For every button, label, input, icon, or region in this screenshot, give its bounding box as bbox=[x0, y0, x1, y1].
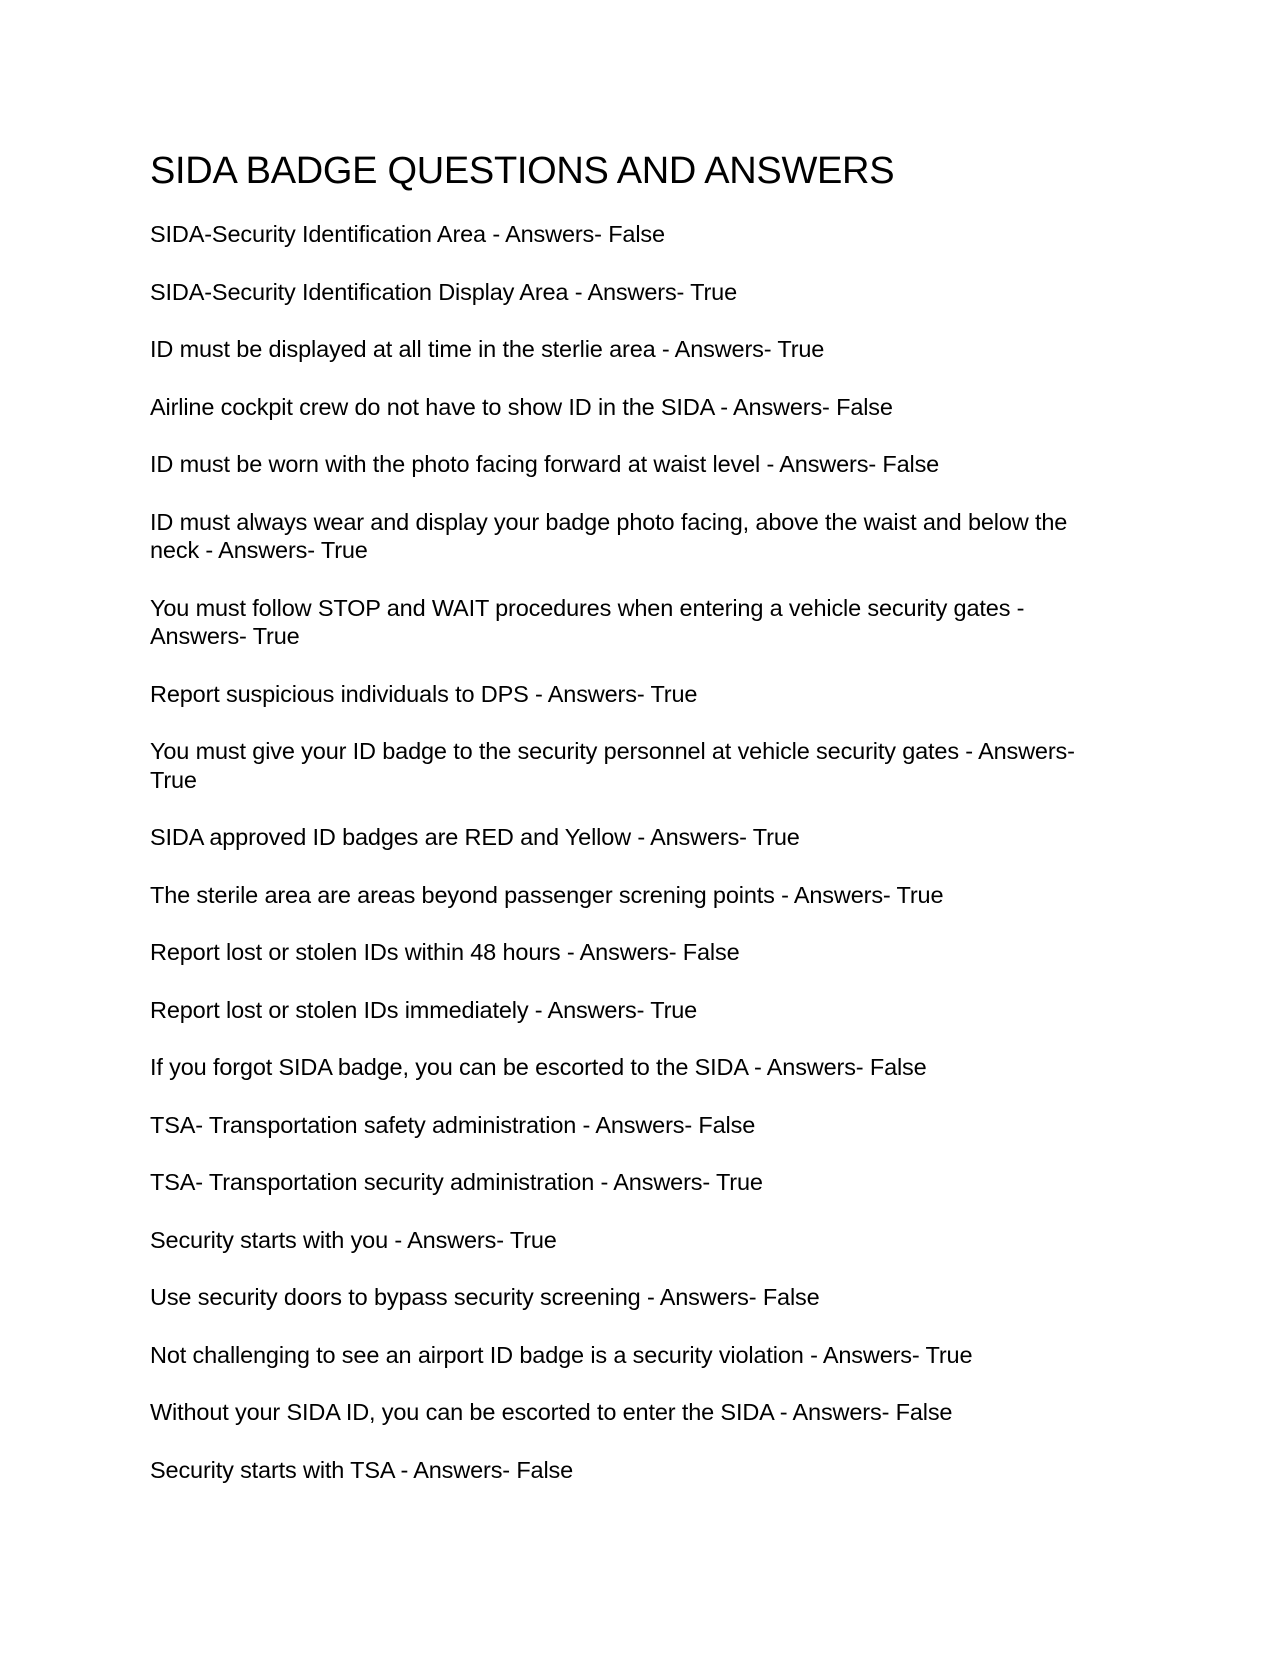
qa-item: The sterile area are areas beyond passenger screning points - Answers- True bbox=[150, 881, 944, 908]
qa-item: SIDA-Security Identification Area - Answers- False bbox=[150, 221, 665, 247]
qa-item: Security starts with TSA - Answers- False bbox=[150, 1456, 574, 1483]
page-title: SIDA BADGE QUESTIONS AND ANSWERS bbox=[150, 150, 895, 192]
qa-item: Without your SIDA ID, you can be escorted to enter the SIDA - Answers- False bbox=[150, 1399, 953, 1425]
qa-item: Security starts with you - Answers- True bbox=[150, 1226, 557, 1253]
qa-item: You must give your ID badge to the security personnel at vehicle security gates - Answers- True bbox=[150, 738, 1075, 793]
qa-list bbox=[150, 220, 1110, 1513]
qa-item: Use security doors to bypass security screening - Answers- False bbox=[150, 1284, 820, 1310]
qa-item: Report lost or stolen IDs within 48 hours - Answers- False bbox=[150, 939, 740, 965]
qa-item: ID must be displayed at all time in the sterlie area - Answers- True bbox=[150, 336, 825, 362]
qa-item: TSA- Transportation safety administration - Answers- False bbox=[150, 1111, 756, 1138]
qa-item: TSA- Transportation security administration - Answers- True bbox=[150, 1169, 763, 1195]
qa-item: Airline cockpit crew do not have to show ID in the SIDA - Answers- False bbox=[150, 393, 893, 420]
qa-item: Report lost or stolen IDs immediately - Answers- True bbox=[150, 996, 698, 1023]
qa-item: ID must always wear and display your badge photo facing, above the waist and below the neck - Answers- True bbox=[150, 508, 1068, 563]
qa-item: ID must be worn with the photo facing forward at waist level - Answers- False bbox=[150, 451, 940, 477]
qa-item: SIDA approved ID badges are RED and Yellow - Answers- True bbox=[150, 824, 800, 850]
qa-item: Report suspicious individuals to DPS - Answers- True bbox=[150, 680, 698, 707]
qa-item: Not challenging to see an airport ID badge is a security violation - Answers- True bbox=[150, 1341, 973, 1368]
qa-item: If you forgot SIDA badge, you can be escorted to the SIDA - Answers- False bbox=[150, 1054, 927, 1080]
qa-item: SIDA-Security Identification Display Area - Answers- True bbox=[150, 278, 738, 305]
qa-item: You must follow STOP and WAIT procedures when entering a vehicle security gates - Answers- True bbox=[150, 594, 1025, 649]
